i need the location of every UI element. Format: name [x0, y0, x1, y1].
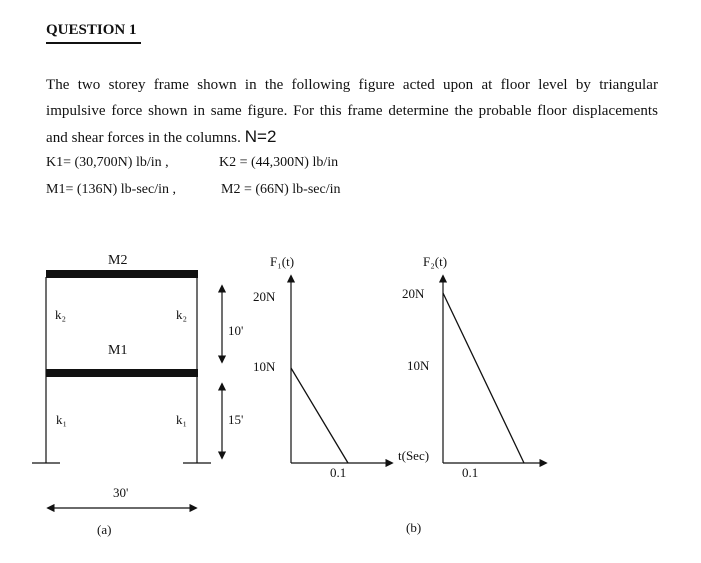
lower-height-label: 15'	[228, 412, 244, 427]
frame-figure	[32, 253, 243, 537]
mass-label-m2: M2	[108, 253, 128, 268]
force-figure	[253, 254, 546, 535]
param-m2: M2 = (66N) lb-sec/in	[221, 182, 341, 197]
spring-label-k2-left: k₂	[55, 307, 67, 322]
param-k1: K1= (30,700N) lb/in ,	[46, 155, 169, 170]
f2-tick-20n: 20N	[402, 286, 425, 301]
spring-label-k1-left: k₁	[56, 412, 68, 427]
middle-floor-beam	[46, 369, 198, 377]
n-value: N=2	[244, 127, 277, 146]
question-text-line-2: impulsive force shown in same figure. For this frame determine the probable floor displacements	[46, 103, 658, 119]
frame-width-label: 30'	[113, 485, 129, 500]
f1-tick-20n: 20N	[253, 289, 276, 304]
f1-axis-label: F₁(t)	[270, 254, 295, 269]
f2-tick-10n: 10N	[407, 358, 430, 373]
upper-height-label: 10'	[228, 323, 244, 338]
f2-axis-label: F₂(t)	[423, 254, 448, 269]
mass-label-m1: M1	[108, 343, 128, 358]
f1-force-curve	[291, 368, 348, 463]
question-text-line-3-body: and shear forces in the columns.	[46, 130, 241, 146]
question-text-line-1: The two storey frame shown in the following figure acted upon at floor level by triangular	[46, 77, 658, 93]
figure-b-caption: (b)	[406, 520, 422, 535]
f2-force-curve	[443, 293, 524, 463]
param-m1: M1= (136N) lb-sec/in ,	[46, 182, 176, 197]
spring-label-k2-right: k₂	[176, 307, 188, 322]
spring-label-k1-right: k₁	[176, 412, 188, 427]
f1-tick-0-1: 0.1	[330, 465, 347, 480]
figure-a-caption: (a)	[97, 522, 112, 537]
top-floor-beam	[46, 270, 198, 278]
f2-tick-0-1: 0.1	[462, 465, 479, 480]
question-title: QUESTION 1	[46, 22, 137, 38]
f1-tick-10n: 10N	[253, 359, 276, 374]
param-k2: K2 = (44,300N) lb/in	[219, 155, 339, 170]
time-axis-label: t(Sec)	[398, 448, 430, 463]
